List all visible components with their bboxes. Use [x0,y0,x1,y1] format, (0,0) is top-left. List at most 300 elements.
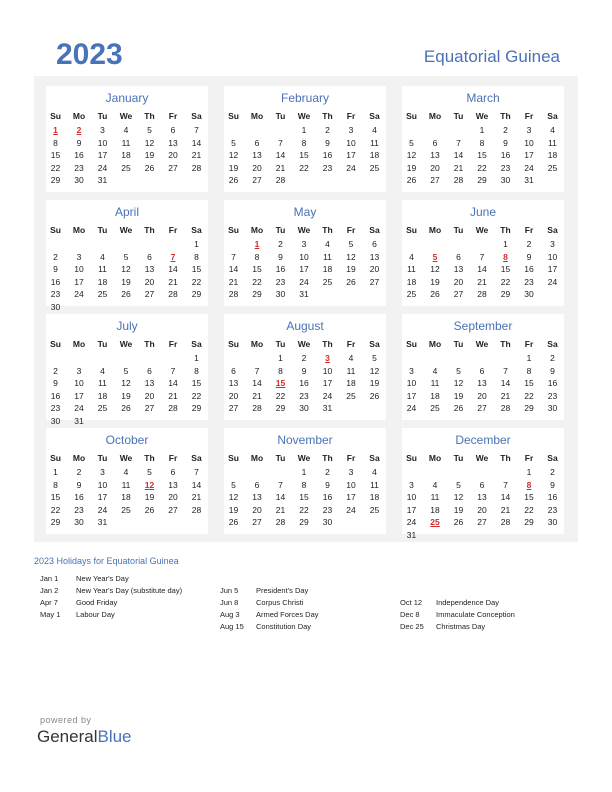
day: 26 [121,403,131,413]
day: 2 [325,467,330,477]
day: 22 [275,390,286,401]
day: 18 [121,150,131,160]
holiday-name: Christmas Day [436,622,486,631]
day: 22 [299,162,309,173]
day: 31 [299,289,309,299]
day: 7 [479,251,485,262]
day: 28 [228,289,239,299]
day: 3 [550,239,555,249]
day: 15 [299,150,309,160]
day: 27 [477,517,487,527]
day: 13 [144,378,155,388]
day: 23 [74,162,84,173]
day: 30 [547,403,558,413]
day: 22 [500,276,511,287]
day: 31 [322,403,333,413]
month-january [46,86,208,192]
day: 20 [477,504,487,515]
day: 20 [252,162,262,173]
day: 9 [550,365,555,376]
day: 6 [456,251,461,262]
day: 31 [74,415,84,426]
day: 12 [453,492,464,502]
month-title: November [277,433,333,447]
holiday-name: Independence Day [436,598,499,607]
day: 3 [301,239,307,249]
day: 27 [252,517,262,527]
day: 9 [278,251,283,262]
holiday-day: 1 [254,239,260,249]
day: 26 [228,517,239,527]
day: 5 [456,479,461,490]
day: 8 [254,251,260,262]
day: 8 [526,365,532,376]
holiday-day: 15 [275,378,286,388]
weekday-header: Th [500,111,511,121]
day: 23 [547,390,558,401]
month-title: March [466,91,500,105]
weekday-header: Su [406,111,417,121]
day: 22 [50,162,61,173]
holiday-date: Dec 8 [400,610,420,619]
weekday-header: Sa [547,111,558,121]
day: 19 [121,276,131,287]
day: 22 [191,276,202,287]
holiday-date: Aug 15 [220,622,244,631]
holiday-date: Aug 3 [220,610,240,619]
day: 10 [299,251,309,262]
day: 30 [322,517,333,527]
day: 25 [121,162,131,173]
day: 7 [503,479,508,490]
holiday-name: Labour Day [76,610,115,619]
day: 1 [194,353,199,363]
day: 24 [346,162,356,173]
day: 18 [346,378,356,388]
day: 19 [430,276,440,287]
month-april [46,200,208,312]
day: 17 [406,390,417,401]
weekday-header: Th [322,111,333,121]
day: 15 [191,264,202,274]
day: 8 [301,137,307,148]
day: 21 [252,390,262,401]
day: 28 [500,517,511,527]
day: 30 [299,403,309,413]
weekday-header: Sa [369,111,380,121]
day: 1 [53,467,58,477]
day: 28 [191,162,202,173]
weekday-header: Tu [453,225,464,235]
day: 9 [53,264,58,274]
weekday-header: Sa [369,339,380,349]
day: 27 [144,289,155,299]
weekday-header: Th [500,453,511,463]
day: 26 [144,504,155,515]
day: 25 [547,162,558,173]
day: 22 [191,390,202,401]
day: 4 [123,125,129,135]
day: 7 [456,137,461,148]
weekday-header: Sa [369,225,380,235]
holiday-name: New Year's Day [76,574,129,583]
weekday-header: Sa [191,111,202,121]
weekday-header: Mo [428,339,442,349]
day: 17 [346,150,356,160]
day: 27 [252,175,262,185]
weekday-header: Mo [72,453,86,463]
day: 24 [406,403,417,413]
day: 20 [477,390,487,401]
day: 31 [97,517,108,527]
day: 21 [168,390,178,401]
weekday-header: Mo [250,111,264,121]
day: 19 [453,390,464,401]
weekday-header: Tu [97,453,108,463]
day: 25 [430,403,440,413]
day: 14 [500,378,511,388]
weekday-header: Mo [250,225,264,235]
day: 20 [144,276,155,287]
weekday-header: We [119,339,133,349]
day: 19 [228,162,239,173]
holiday-date: Dec 25 [400,622,424,631]
day: 23 [322,162,333,173]
month-title: May [293,205,317,219]
day: 23 [524,276,534,287]
day: 5 [123,251,129,262]
day: 21 [477,276,487,287]
day: 15 [500,264,511,274]
weekday-header: Su [50,339,61,349]
day: 28 [500,403,511,413]
weekday-header: Fr [168,111,178,121]
day: 16 [547,492,558,502]
day: 12 [228,150,239,160]
day: 15 [191,378,202,388]
day: 11 [121,137,131,148]
day: 29 [524,517,534,527]
weekday-header: Mo [428,453,442,463]
day: 6 [372,239,377,249]
weekday-header: Su [50,225,61,235]
day: 4 [432,479,438,490]
day: 13 [144,264,155,274]
day: 16 [322,150,333,160]
weekday-header: Su [406,453,417,463]
day: 4 [550,125,555,135]
day: 23 [74,504,84,515]
day: 31 [406,529,417,540]
day: 21 [168,276,178,287]
holiday-date: Oct 12 [400,598,423,607]
day: 1 [526,467,532,477]
day: 6 [231,365,236,376]
day: 5 [372,353,377,363]
day: 27 [369,276,380,287]
day: 14 [168,378,178,388]
weekday-header: Mo [72,339,86,349]
weekday-header: Sa [547,453,558,463]
day: 11 [346,365,356,376]
weekday-header: Tu [97,339,108,349]
day: 14 [191,479,202,490]
day: 21 [228,276,239,287]
day: 31 [97,175,108,185]
day: 16 [322,492,333,502]
day: 30 [547,517,558,527]
day: 27 [144,403,155,413]
day: 12 [121,378,131,388]
day: 7 [194,125,199,135]
day: 9 [76,137,82,148]
month-title: February [280,91,330,105]
weekday-header: Sa [191,339,202,349]
month-september [402,314,564,420]
day: 2 [325,125,330,135]
year-title: 2023 [56,38,123,71]
weekday-header: Fr [346,339,356,349]
day: 18 [97,390,108,401]
day: 20 [228,390,239,401]
day: 11 [323,251,332,262]
weekday-header: Fr [168,225,178,235]
weekday-header: Fr [346,453,356,463]
day: 7 [194,467,199,477]
day: 10 [406,378,417,388]
weekday-header: Tu [275,339,286,349]
day: 5 [231,479,236,490]
day: 9 [301,365,307,376]
weekday-header: Fr [524,111,534,121]
day: 1 [301,125,307,135]
day: 16 [299,378,309,388]
day: 8 [479,137,485,148]
generalblue-logo[interactable] [37,727,132,747]
day: 19 [406,162,417,173]
day: 13 [430,150,440,160]
day: 16 [50,276,61,287]
holiday-name: Corpus Christi [256,598,304,607]
weekday-header: We [119,111,133,121]
day: 24 [346,504,356,515]
day: 17 [97,492,108,502]
day: 3 [409,365,414,376]
holiday-day: 3 [325,353,330,363]
month-february [224,86,386,192]
day: 3 [100,125,105,135]
day: 19 [144,492,155,502]
day: 31 [524,175,534,185]
month-july [46,314,208,426]
day: 4 [409,251,414,262]
day: 20 [168,150,178,160]
day: 10 [547,251,558,262]
day: 20 [168,492,178,502]
day: 26 [453,403,464,413]
day: 2 [278,239,283,249]
day: 14 [191,137,202,148]
weekday-header: Th [144,111,155,121]
weekday-header: Mo [250,453,264,463]
weekday-header: We [475,453,489,463]
day: 27 [430,175,440,185]
day: 21 [191,492,202,502]
day: 17 [74,390,84,401]
day: 11 [98,378,107,388]
weekday-header: Mo [428,111,442,121]
day: 24 [299,276,309,287]
day: 22 [524,390,534,401]
day: 12 [453,378,464,388]
day: 20 [430,162,440,173]
day: 12 [144,137,155,148]
month-may [224,200,386,306]
day: 7 [231,251,236,262]
day: 2 [301,353,307,363]
month-december [402,428,564,540]
day: 30 [500,175,511,185]
day: 18 [369,492,380,502]
day: 5 [123,365,129,376]
day: 17 [524,150,534,160]
day: 29 [252,289,262,299]
day: 5 [147,125,152,135]
weekday-header: Tu [97,111,108,121]
day: 21 [191,150,202,160]
weekday-header: We [297,339,311,349]
day: 23 [322,504,333,515]
day: 8 [194,251,199,262]
day: 19 [346,264,356,274]
day: 15 [524,378,534,388]
day: 3 [100,467,105,477]
day: 12 [228,492,239,502]
day: 11 [430,378,440,388]
holiday-day: 8 [526,479,532,490]
day: 28 [477,289,487,299]
day: 14 [228,264,239,274]
day: 26 [228,175,239,185]
weekday-header: Su [50,111,61,121]
weekday-header: Fr [524,453,534,463]
day: 26 [346,276,356,287]
day: 28 [191,504,202,515]
day: 24 [322,390,333,401]
day: 6 [147,365,152,376]
day: 16 [500,150,511,160]
weekday-header: Th [322,453,333,463]
day: 25 [322,276,333,287]
day: 5 [231,137,236,148]
holiday-name: President's Day [256,586,309,595]
day: 11 [370,137,379,148]
weekday-header: We [119,225,133,235]
weekday-header: Sa [369,453,380,463]
day: 25 [97,403,108,413]
day: 6 [147,251,152,262]
day: 13 [453,264,464,274]
day: 5 [409,137,414,148]
day: 18 [369,150,380,160]
weekday-header: Th [322,225,333,235]
day: 4 [372,467,377,477]
day: 8 [53,479,58,490]
day: 19 [121,390,131,401]
day: 24 [547,276,558,287]
day: 1 [503,239,508,249]
day: 4 [348,353,354,363]
day: 21 [275,162,286,173]
day: 29 [477,175,487,185]
holiday-day: 12 [144,479,155,490]
day: 6 [170,467,176,477]
day: 18 [430,504,440,515]
day: 12 [121,264,131,274]
holiday-day: 8 [503,251,508,262]
day: 16 [74,150,84,160]
weekday-header: Th [322,339,333,349]
day: 30 [50,301,61,312]
month-june [402,200,564,306]
day: 26 [369,390,380,401]
day: 23 [50,403,61,413]
day: 14 [168,264,178,274]
day: 9 [76,479,82,490]
day: 28 [275,517,286,527]
day: 8 [278,365,283,376]
weekday-header: We [119,453,133,463]
day: 14 [252,378,262,388]
weekday-header: Su [50,453,61,463]
weekday-header: We [297,225,311,235]
month-title: July [116,319,138,333]
day: 14 [500,492,511,502]
day: 7 [278,479,283,490]
day: 1 [526,353,532,363]
month-title: August [286,319,324,333]
day: 6 [479,479,485,490]
day: 7 [170,365,176,376]
day: 9 [53,378,58,388]
weekday-header: Tu [97,225,108,235]
weekday-header: Mo [72,111,86,121]
day: 24 [74,289,84,299]
day: 13 [168,479,178,490]
day: 2 [53,251,58,262]
day: 25 [369,162,380,173]
day: 21 [453,162,464,173]
day: 29 [191,289,202,299]
weekday-header: Su [228,111,239,121]
day: 18 [322,264,333,274]
day: 6 [170,125,176,135]
day: 10 [74,378,84,388]
day: 6 [254,137,260,148]
day: 6 [254,479,260,490]
holiday-name: Good Friday [76,598,118,607]
weekday-header: Fr [524,339,534,349]
day: 29 [299,517,309,527]
day: 2 [53,365,58,376]
day: 10 [406,492,417,502]
day: 29 [524,403,534,413]
day: 26 [121,289,131,299]
holiday-day: 7 [170,251,176,262]
day: 23 [547,504,558,515]
weekday-header: Sa [191,225,202,235]
weekday-header: Su [406,225,417,235]
